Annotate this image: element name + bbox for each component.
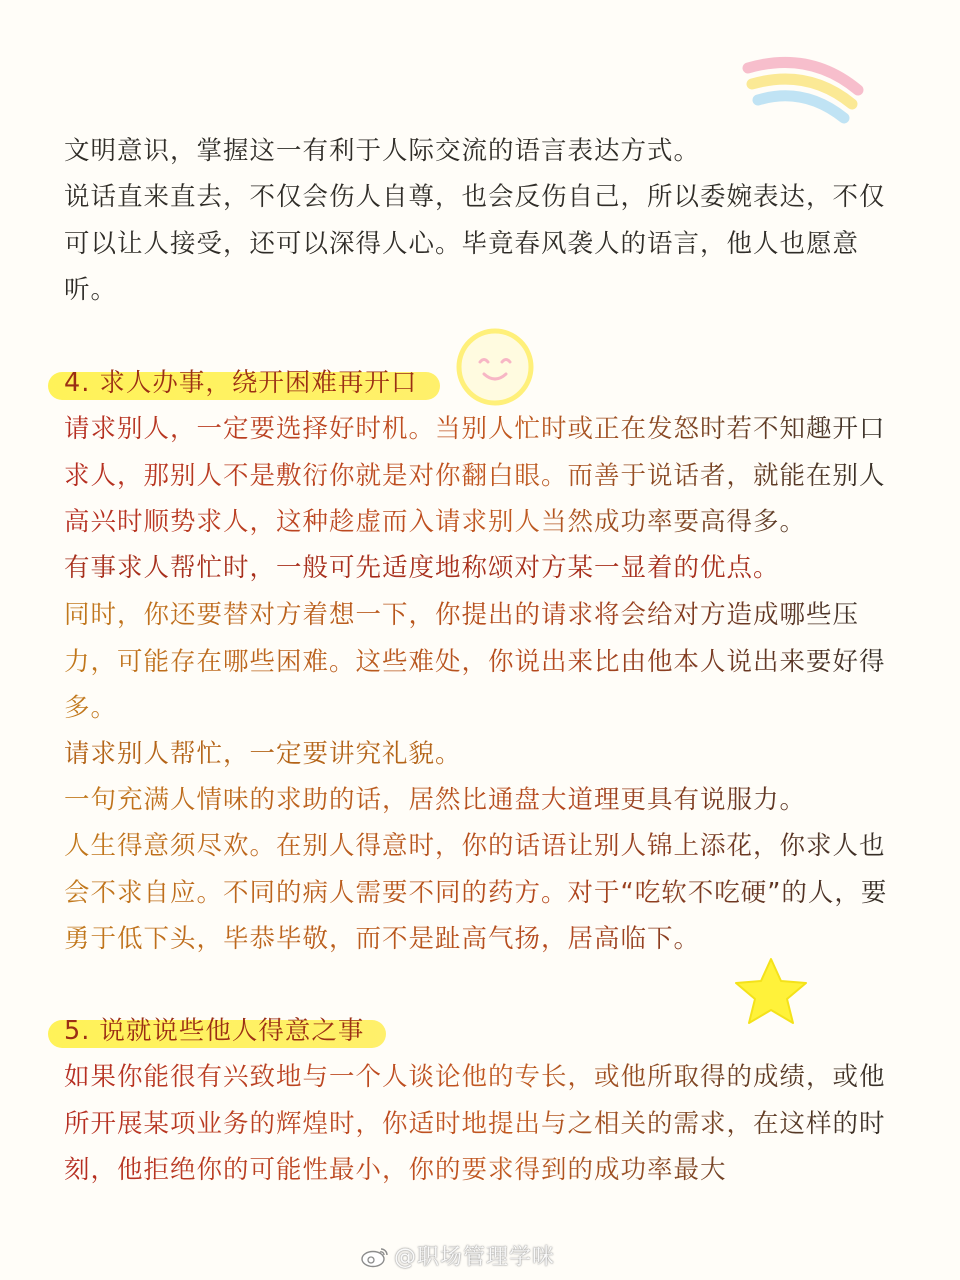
paragraph-empathy: 同时，你还要替对方着想一下，你提出的请求将会给对方造成哪些压力，可能存在哪些困难。这些难处，你说出来比由他本人说出来要好得多。 <box>64 592 894 732</box>
weibo-watermark <box>360 1240 555 1271</box>
watermark-text: @职场管理学咪 <box>394 1245 556 1270</box>
paragraph-warmth: 一句充满人情味的求助的话，居然比通盘大道理更具有说服力。 <box>64 777 894 824</box>
paragraph-expertise: 如果你能很有兴致地与一个人谈论他的专长，或他所取得的成绩，或他所开展某项业务的辉煌时，你适时地提出与之相关的需求，在这样的时刻，他拒绝你的可能性最小，你的要求得到的成功率最大 <box>64 1054 894 1194</box>
paragraph-flattery: 人生得意须尽欢。在别人得意时，你的话语让别人锦上添花，你求人也会不求自应。不同的病人需要不同的药方。对于“吃软不吃硬”的人，要勇于低下头，毕恭毕敬，而不是趾高气扬，居高临下。 <box>64 823 894 963</box>
section-4-title: 4. 求人办事，绕开困难再开口 <box>64 368 418 398</box>
weibo-icon <box>360 1246 390 1268</box>
paragraph-civility: 文明意识，掌握这一有利于人际交流的语言表达方式。 <box>64 136 701 166</box>
paragraph-praise: 有事求人帮忙时，一般可先适度地称颂对方某一显着的优点。 <box>64 553 780 583</box>
paragraph-courtesy: 请求别人帮忙，一定要讲究礼貌。 <box>64 739 462 769</box>
smiley-sticker <box>454 326 536 408</box>
paragraph-speak-tactfully: 说话直来直去，不仅会伤人自尊，也会反伤自己，所以委婉表达，不仅可以让人接受，还可以深得人心。毕竟春风袭人的语言，他人也愿意听。 <box>64 182 886 305</box>
star-sticker <box>730 956 812 1028</box>
rainbow-sticker <box>740 50 870 130</box>
section-4-heading <box>48 364 417 402</box>
paragraph-timing: 请求别人，一定要选择好时机。当别人忙时或正在发怒时若不知趣开口求人，那别人不是敷衍你就是对你翻白眼。而善于说话者，就能在别人高兴时顺势求人，这种趁虚而入请求别人当然成功率要高得多。 <box>64 406 894 546</box>
section-5-heading <box>48 1012 364 1050</box>
section-5-title: 5. 说就说些他人得意之事 <box>64 1016 365 1046</box>
